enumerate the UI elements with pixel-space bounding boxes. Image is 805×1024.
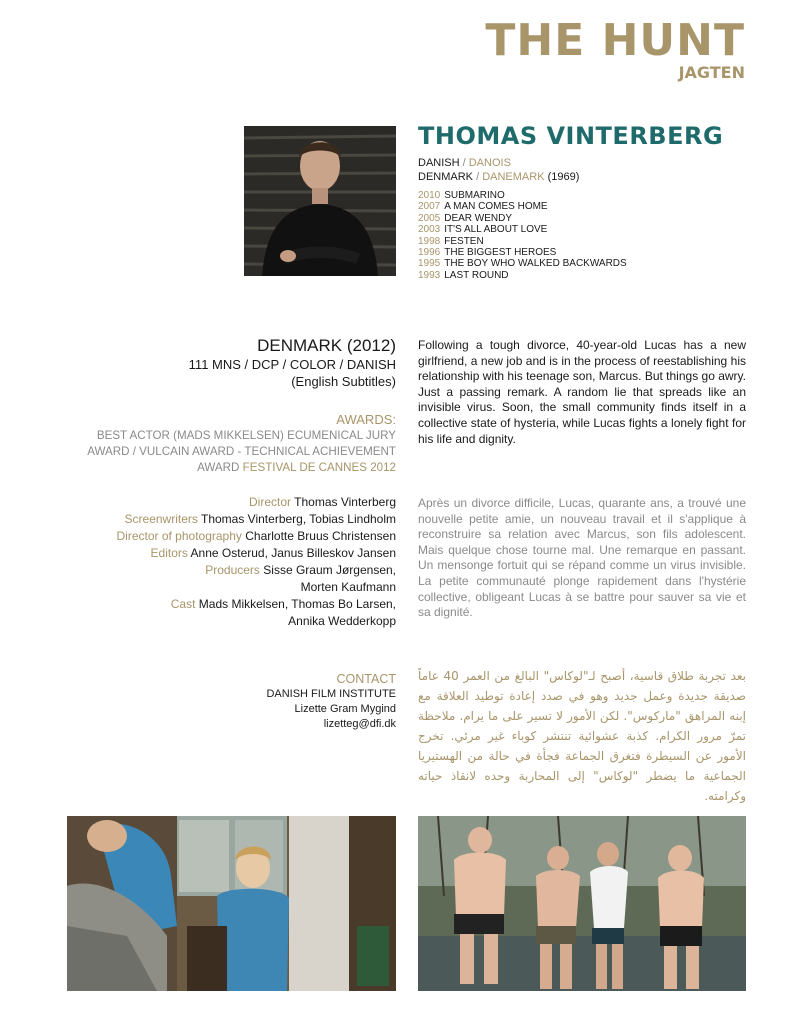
synopsis-arabic: بعد تجربة طلاق قاسية، أصبح لـ"لوكاس" البالغ من العمر 40 عاماً صديقة جديدة وعمل جديد وهو في صدد إعادة توطيد العلاقة مع إبنه المراهق "ماركوس". لكن الأمور لا تسير على ما يرام. ملاحظة تمرّ مرور الكرام. كذبة عشوائية تنتشر كوباء غير مرئي. تخرج الأمور عن السيطرة فتغرق الجماعة فجأة في حالة من الهستيريا الجماعية ما يضطر "لوكاس" إلى المحاربة وحده لانقاذ حياته وكرامته. bbox=[418, 669, 747, 803]
filmography-item bbox=[418, 190, 758, 201]
filmography-item bbox=[418, 270, 758, 281]
credit-row bbox=[60, 596, 396, 613]
film-tech-specs: 111 MNS / DCP / COLOR / DANISH bbox=[188, 357, 396, 372]
filmography-list bbox=[418, 190, 758, 281]
filmography-item bbox=[418, 201, 758, 212]
film-still-child bbox=[67, 816, 396, 991]
filmography-title: IT'S ALL ABOUT LOVE bbox=[444, 224, 548, 236]
filmography-year: 1996 bbox=[418, 247, 441, 259]
credit-role: Director of photography bbox=[116, 529, 242, 543]
filmography-title: DEAR WENDY bbox=[444, 212, 513, 224]
filmography-year: 1998 bbox=[418, 235, 441, 247]
filmography-year: 2007 bbox=[418, 201, 441, 213]
filmography-title: THE BOY WHO WALKED BACKWARDS bbox=[444, 258, 627, 270]
filmography-item bbox=[418, 247, 758, 258]
awards-list: BEST ACTOR (MADS MIKKELSEN) ECUMENICAL JURY AWARD / VULCAIN AWARD - TECHNICAL ACHIEVEMENT AWARD bbox=[87, 429, 396, 474]
credit-names: Thomas Vinterberg bbox=[294, 495, 396, 509]
synopsis-english: Following a tough divorce, 40-year-old Lucas has a new girlfriend, a new job and is in the process of reestablishing his relationship with his teenage son, Marcus. But things go awry. Just a passing remark. A random lie that spreads like an invisible virus. Soon, the small community finds itself in a collective state of hysteria, while Lucas fights a lonely fight for his life and dignity. bbox=[418, 338, 746, 446]
filmography-title: THE BIGGEST HEROES bbox=[444, 247, 557, 259]
filmography-year: 2010 bbox=[418, 190, 441, 201]
filmography-year: 2005 bbox=[418, 212, 441, 224]
credit-role: Editors bbox=[150, 546, 188, 560]
country-en: DENMARK bbox=[418, 171, 474, 183]
credit-names-continued: Annika Wedderkopp bbox=[288, 614, 396, 628]
credit-names: Anne Osterud, Janus Billeskov Jansen bbox=[190, 546, 396, 560]
credits-list bbox=[60, 494, 396, 630]
contact-email[interactable]: lizetteg@dfi.dk bbox=[323, 718, 396, 730]
filmography-item bbox=[418, 224, 758, 235]
film-country-year: DENMARK (2012) bbox=[257, 336, 396, 355]
filmography-year: 2003 bbox=[418, 224, 441, 236]
awards-festival: FESTIVAL DE CANNES 2012 bbox=[242, 461, 396, 474]
filmography-title: FESTEN bbox=[444, 235, 484, 247]
director-country: DENMARK / DANEMARK (1969) bbox=[418, 171, 580, 183]
film-subtitles: (English Subtitles) bbox=[291, 374, 396, 389]
filmography-year: 1993 bbox=[418, 269, 441, 281]
filmography-title: A MAN COMES HOME bbox=[444, 201, 548, 213]
synopsis-french: Après un divorce difficile, Lucas, quarante ans, a trouvé une nouvelle petite amie, un nouveau travail et il s'applique à reconstruire sa relation avec Marcus, son fils adolescent. Mais quelque chose tourne mal. Une remarque en passant. Un mensonge fortuit qui se répand comme un virus invisible. La petite communauté plonge rapidement dans l'hystérie collective, obligeant Lucas à se battre pour sauver sa vie et sa dignité. bbox=[418, 496, 746, 620]
contact-org: DANISH FILM INSTITUTE bbox=[266, 688, 396, 700]
director-portrait bbox=[244, 126, 396, 276]
nationality-en: DANISH bbox=[418, 157, 460, 169]
contact-block bbox=[60, 672, 396, 732]
credit-row bbox=[60, 545, 396, 562]
filmography-item bbox=[418, 258, 758, 269]
birth-year: (1969) bbox=[547, 171, 580, 183]
credit-names: Charlotte Bruus Christensen bbox=[245, 529, 396, 543]
awards-text bbox=[60, 428, 396, 476]
credit-role: Cast bbox=[170, 597, 196, 611]
contact-heading: CONTACT bbox=[336, 672, 396, 686]
film-title: THE HUNT bbox=[485, 15, 745, 66]
credit-row bbox=[60, 494, 396, 511]
credit-role: Director bbox=[249, 495, 292, 509]
credit-names: Sisse Graum Jørgensen, bbox=[263, 563, 396, 577]
country-fr: DANEMARK bbox=[482, 171, 545, 183]
film-still-lake bbox=[418, 816, 746, 991]
film-title-block bbox=[485, 15, 745, 82]
filmography-item bbox=[418, 236, 758, 247]
contact-person: Lizette Gram Mygind bbox=[294, 703, 396, 715]
filmography-year: 1995 bbox=[418, 258, 441, 270]
awards-heading: AWARDS: bbox=[336, 412, 396, 427]
nationality-fr: DANOIS bbox=[468, 157, 511, 169]
director-info bbox=[418, 122, 758, 281]
credit-names: Thomas Vinterberg, Tobias Lindholm bbox=[201, 512, 396, 526]
filmography-title: LAST ROUND bbox=[444, 269, 509, 281]
credit-names: Mads Mikkelsen, Thomas Bo Larsen, bbox=[198, 597, 396, 611]
film-info bbox=[60, 336, 396, 476]
filmography-item bbox=[418, 213, 758, 224]
director-nationality: DANISH / DANOIS bbox=[418, 157, 511, 169]
credit-role: Producers bbox=[205, 563, 260, 577]
credit-row bbox=[60, 528, 396, 545]
credit-row bbox=[60, 562, 396, 579]
film-original-title: JAGTEN bbox=[678, 63, 745, 82]
director-name: THOMAS VINTERBERG bbox=[418, 122, 724, 150]
filmography-title: SUBMARINO bbox=[444, 190, 505, 201]
credit-row bbox=[60, 511, 396, 528]
credit-role: Screenwriters bbox=[124, 512, 198, 526]
credit-names-continued: Morten Kaufmann bbox=[300, 580, 396, 594]
